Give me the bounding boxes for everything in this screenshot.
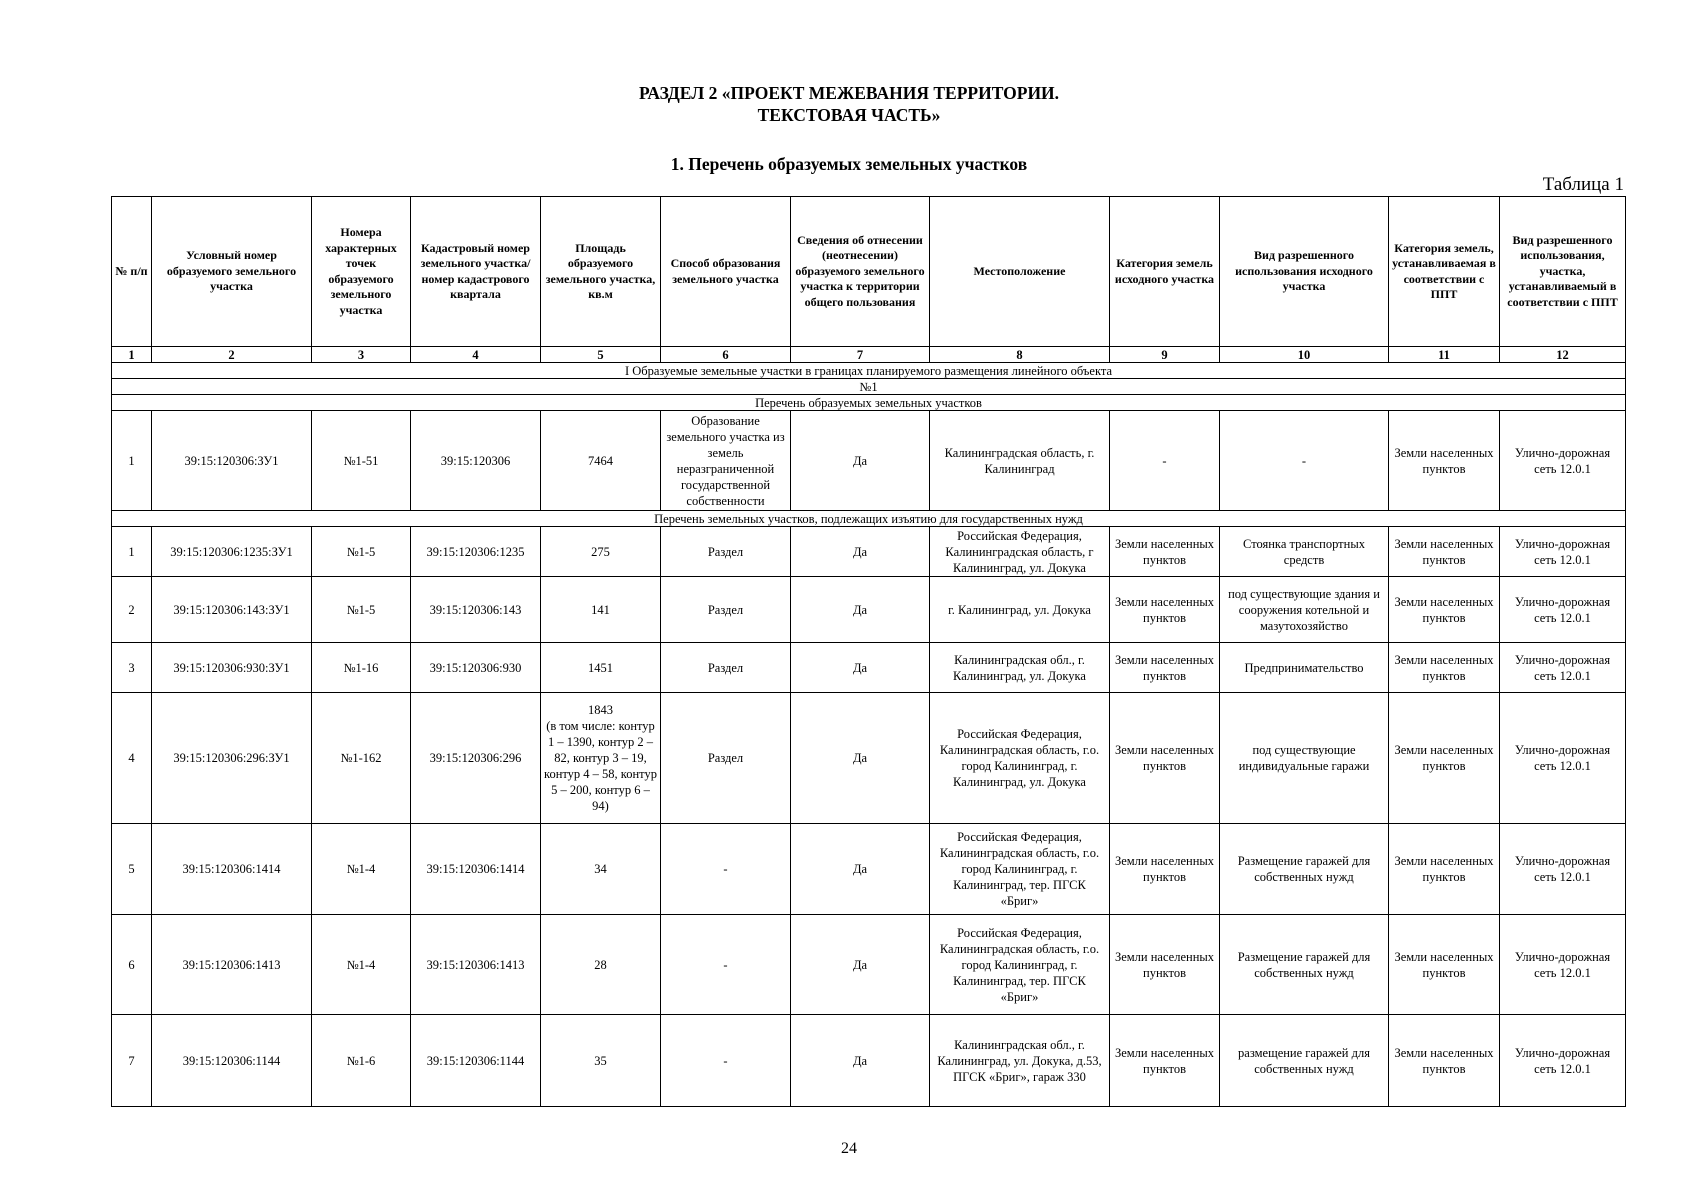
column-header: Номера характерных точек образуемого земельного участка <box>312 197 411 347</box>
cell-use-ppt: Улично-дорожная сеть 12.0.1 <box>1500 527 1626 577</box>
cell-area: 28 <box>541 915 661 1015</box>
cell-cond-number: 39:15:120306:1235:ЗУ1 <box>152 527 312 577</box>
cell-use-ppt: Улично-дорожная сеть 12.0.1 <box>1500 643 1626 693</box>
cell-category-ppt: Земли населенных пунктов <box>1389 1015 1500 1107</box>
cell-area: 7464 <box>541 411 661 511</box>
cell-location: Калининградская область, г. Калининград <box>930 411 1110 511</box>
column-number: 7 <box>791 347 930 363</box>
cell-cond-number: 39:15:120306:1144 <box>152 1015 312 1107</box>
table-header-row <box>112 197 1626 347</box>
table-label: Таблица 1 <box>1542 174 1624 195</box>
cell-area: 1843 <box>588 703 613 717</box>
column-header: Условный номер образуемого земельного участка <box>152 197 312 347</box>
cell-category-src: Земли населенных пунктов <box>1110 915 1220 1015</box>
cell-location: Российская Федерация, Калининградская область, г.о. город Калининград, г. Калининград, тер. ПГСК «Бриг» <box>930 824 1110 915</box>
cell-use-ppt: Улично-дорожная сеть 12.0.1 <box>1500 915 1626 1015</box>
cell-public: Да <box>791 824 930 915</box>
cell-use-src: Стоянка транспортных средств <box>1220 527 1389 577</box>
column-header: Местоположение <box>930 197 1110 347</box>
cell-cadastral: 39:15:120306 <box>411 411 541 511</box>
cell-public: Да <box>791 411 930 511</box>
column-header: Кадастровый номер земельного участка/номер кадастрового квартала <box>411 197 541 347</box>
cell-use-ppt: Улично-дорожная сеть 12.0.1 <box>1500 411 1626 511</box>
cell-num: 2 <box>112 577 152 643</box>
cell-cond-number: 39:15:120306:ЗУ1 <box>152 411 312 511</box>
group-heading-formed-plots: Перечень образуемых земельных участков <box>112 395 1626 411</box>
document-title-line1: РАЗДЕЛ 2 «ПРОЕКТ МЕЖЕВАНИЯ ТЕРРИТОРИИ. <box>638 83 1060 103</box>
column-number: 10 <box>1220 347 1389 363</box>
group-heading-linear-object: I Образуемые земельные участки в границах планируемого размещения линейного объекта <box>112 363 1626 379</box>
cell-method: - <box>661 915 791 1015</box>
cell-num: 1 <box>112 527 152 577</box>
cell-method: Раздел <box>661 643 791 693</box>
cell-cadastral: 39:15:120306:1414 <box>411 824 541 915</box>
cell-area-composite <box>541 693 661 824</box>
cell-use-ppt: Улично-дорожная сеть 12.0.1 <box>1500 1015 1626 1107</box>
cell-location: Калининградская обл., г. Калининград, ул. Докука <box>930 643 1110 693</box>
cell-points: №1-16 <box>312 643 411 693</box>
column-header: Сведения об отнесении (неотнесении) образуемого земельного участка к территории общего пользования <box>791 197 930 347</box>
cell-public: Да <box>791 693 930 824</box>
cell-public: Да <box>791 1015 930 1107</box>
column-number-row <box>112 347 1626 363</box>
cell-cond-number: 39:15:120306:143:ЗУ1 <box>152 577 312 643</box>
cell-public: Да <box>791 527 930 577</box>
table-row <box>112 693 1626 824</box>
cell-use-src: под существующие индивидуальные гаражи <box>1220 693 1389 824</box>
cell-method: Раздел <box>661 527 791 577</box>
cell-cadastral: 39:15:120306:1144 <box>411 1015 541 1107</box>
cell-public: Да <box>791 577 930 643</box>
table-row <box>112 643 1626 693</box>
cell-num: 6 <box>112 915 152 1015</box>
document-title <box>0 82 1698 126</box>
cell-num: 7 <box>112 1015 152 1107</box>
group-subheading-number: №1 <box>112 379 1626 395</box>
table-row <box>112 1015 1626 1107</box>
cell-cond-number: 39:15:120306:296:ЗУ1 <box>152 693 312 824</box>
cell-category-src: Земли населенных пунктов <box>1110 693 1220 824</box>
column-header: Способ образования земельного участка <box>661 197 791 347</box>
column-header: Вид разрешенного использования исходного участка <box>1220 197 1389 347</box>
cell-cadastral: 39:15:120306:1235 <box>411 527 541 577</box>
table-row <box>112 577 1626 643</box>
cell-points: №1-51 <box>312 411 411 511</box>
cell-cond-number: 39:15:120306:930:ЗУ1 <box>152 643 312 693</box>
cell-method: Раздел <box>661 577 791 643</box>
cell-use-ppt: Улично-дорожная сеть 12.0.1 <box>1500 577 1626 643</box>
cell-location: Российская Федерация, Калининградская область, г.о. город Калининград, г. Калининград, ул. Докука <box>930 693 1110 824</box>
cell-location: Калининградская обл., г. Калининград, ул. Докука, д.53, ПГСК «Бриг», гараж 330 <box>930 1015 1110 1107</box>
cell-location: Российская Федерация, Калининградская область, г.о. город Калининград, г. Калининград, тер. ПГСК «Бриг» <box>930 915 1110 1015</box>
column-number: 11 <box>1389 347 1500 363</box>
cell-method: Раздел <box>661 693 791 824</box>
cell-category-ppt: Земли населенных пунктов <box>1389 693 1500 824</box>
column-number: 8 <box>930 347 1110 363</box>
group-row <box>112 363 1626 379</box>
cell-category-src: Земли населенных пунктов <box>1110 527 1220 577</box>
cell-use-src: размещение гаражей для собственных нужд <box>1220 1015 1389 1107</box>
section-title: 1. Перечень образуемых земельных участков <box>670 154 1028 174</box>
cell-area: 1451 <box>541 643 661 693</box>
cell-category-ppt: Земли населенных пунктов <box>1389 915 1500 1015</box>
cell-category-src: Земли населенных пунктов <box>1110 643 1220 693</box>
cell-points: №1-6 <box>312 1015 411 1107</box>
column-number: 6 <box>661 347 791 363</box>
cell-points: №1-5 <box>312 577 411 643</box>
column-number: 1 <box>112 347 152 363</box>
page-number: 24 <box>841 1140 857 1157</box>
cell-points: №1-4 <box>312 824 411 915</box>
cell-cadastral: 39:15:120306:143 <box>411 577 541 643</box>
cell-num: 1 <box>112 411 152 511</box>
cell-category-ppt: Земли населенных пунктов <box>1389 411 1500 511</box>
column-header: Площадь образуемого земельного участка, кв.м <box>541 197 661 347</box>
cell-category-src: - <box>1110 411 1220 511</box>
cell-category-ppt: Земли населенных пунктов <box>1389 527 1500 577</box>
cell-category-ppt: Земли населенных пунктов <box>1389 643 1500 693</box>
column-header: Категория земель исходного участка <box>1110 197 1220 347</box>
column-header: № п/п <box>112 197 152 347</box>
cell-location: г. Калининград, ул. Докука <box>930 577 1110 643</box>
cell-public: Да <box>791 915 930 1015</box>
cell-cond-number: 39:15:120306:1414 <box>152 824 312 915</box>
document-title-line2: ТЕКСТОВАЯ ЧАСТЬ» <box>757 105 941 125</box>
cell-cadastral: 39:15:120306:930 <box>411 643 541 693</box>
column-number: 5 <box>541 347 661 363</box>
group-row <box>112 511 1626 527</box>
column-number: 4 <box>411 347 541 363</box>
cell-category-ppt: Земли населенных пунктов <box>1389 577 1500 643</box>
cell-use-src: Размещение гаражей для собственных нужд <box>1220 824 1389 915</box>
cell-cadastral: 39:15:120306:296 <box>411 693 541 824</box>
cell-category-src: Земли населенных пунктов <box>1110 1015 1220 1107</box>
cell-use-src: Размещение гаражей для собственных нужд <box>1220 915 1389 1015</box>
column-header: Категория земель, устанавливаемая в соответствии с ППТ <box>1389 197 1500 347</box>
cell-num: 3 <box>112 643 152 693</box>
cell-category-src: Земли населенных пунктов <box>1110 577 1220 643</box>
cell-use-src: Предпринимательство <box>1220 643 1389 693</box>
group-row <box>112 395 1626 411</box>
table-row <box>112 527 1626 577</box>
cell-location: Российская Федерация, Калининградская область, г Калининград, ул. Докука <box>930 527 1110 577</box>
table-row <box>112 824 1626 915</box>
cell-area: 35 <box>541 1015 661 1107</box>
cell-points: №1-4 <box>312 915 411 1015</box>
cell-area: 34 <box>541 824 661 915</box>
column-number: 2 <box>152 347 312 363</box>
cell-area-detail: (в том числе: контур 1 – 1390, контур 2 – 82, контур 3 – 19, контур 4 – 58, контур 5 – 200, контур 6 – 94) <box>544 719 657 813</box>
column-number: 3 <box>312 347 411 363</box>
cell-cadastral: 39:15:120306:1413 <box>411 915 541 1015</box>
column-number: 9 <box>1110 347 1220 363</box>
cell-public: Да <box>791 643 930 693</box>
cell-area: 275 <box>541 527 661 577</box>
cell-use-src: - <box>1220 411 1389 511</box>
cell-method: - <box>661 1015 791 1107</box>
table-row <box>112 915 1626 1015</box>
cell-use-src: под существующие здания и сооружения котельной и мазутохозяйство <box>1220 577 1389 643</box>
cell-area: 141 <box>541 577 661 643</box>
cell-category-ppt: Земли населенных пунктов <box>1389 824 1500 915</box>
group-row <box>112 379 1626 395</box>
cell-points: №1-162 <box>312 693 411 824</box>
cell-use-ppt: Улично-дорожная сеть 12.0.1 <box>1500 693 1626 824</box>
cell-cond-number: 39:15:120306:1413 <box>152 915 312 1015</box>
column-number: 12 <box>1500 347 1626 363</box>
cell-method: Образование земельного участка из земель неразграниченной государственной собственности <box>661 411 791 511</box>
cell-num: 5 <box>112 824 152 915</box>
cell-num: 4 <box>112 693 152 824</box>
table-row <box>112 411 1626 511</box>
cell-category-src: Земли населенных пунктов <box>1110 824 1220 915</box>
cell-use-ppt: Улично-дорожная сеть 12.0.1 <box>1500 824 1626 915</box>
land-plots-table <box>111 196 1626 1107</box>
cell-method: - <box>661 824 791 915</box>
group-heading-seized-plots: Перечень земельных участков, подлежащих изъятию для государственных нужд <box>112 511 1626 527</box>
cell-points: №1-5 <box>312 527 411 577</box>
column-header: Вид разрешенного использования, участка, устанавливаемый в соответствии с ППТ <box>1500 197 1626 347</box>
